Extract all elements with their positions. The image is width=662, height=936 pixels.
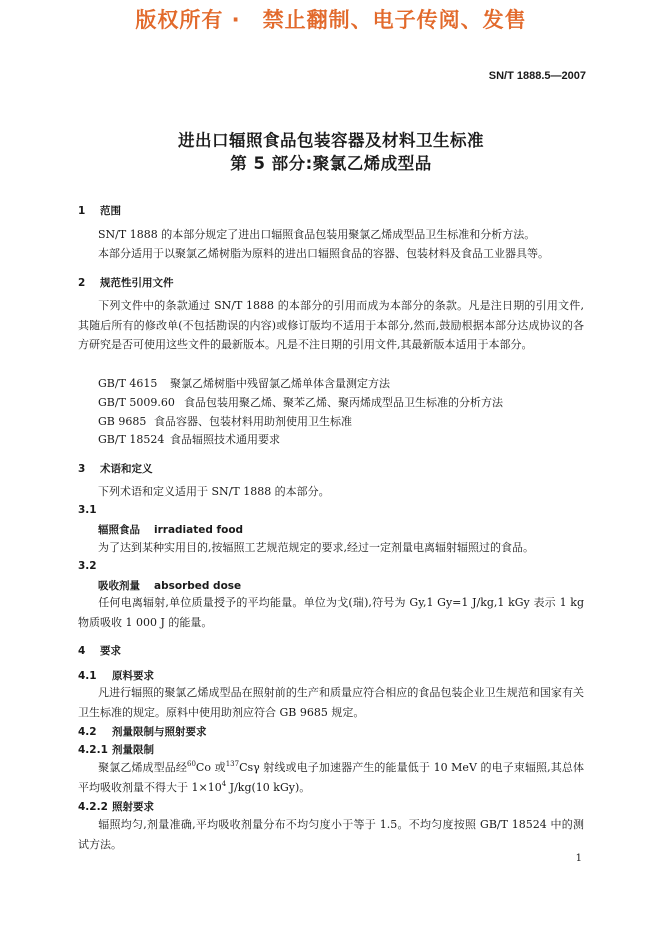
section-title: 要求 xyxy=(100,645,121,657)
paragraph-text: Co 或 xyxy=(195,761,226,774)
reference-item xyxy=(98,375,390,391)
paragraph-text: 本部分适用于以聚氯乙烯树脂为原料的进出口辐照食品的容器、包装材料及食品工业器具等。 xyxy=(98,247,549,260)
subsection-4-1-paragraph xyxy=(78,683,584,722)
definition-text: 为了达到某种实用目的,按辐照工艺规范规定的要求,经过一定剂量电离辐射辐照过的食品。 xyxy=(98,541,534,554)
document-subtitle: 第 5 部分:聚氯乙烯成型品 xyxy=(230,154,432,173)
page-number: 1 xyxy=(575,853,582,864)
copyright-watermark: 版权所有 · 禁止翻制、电子传阅、发售 xyxy=(135,8,527,32)
paragraph-text: SN/T 1888 的本部分规定了进出口辐照食品包装用聚氯乙烯成型品卫生标准和分析方法。 xyxy=(98,228,536,241)
section-4-heading xyxy=(78,643,121,658)
subsection-4-2-1-heading xyxy=(78,742,154,757)
section-1-heading xyxy=(78,203,121,218)
term-chinese: 吸收剂量 xyxy=(98,580,140,592)
subsection-title: 剂量限制 xyxy=(112,744,154,756)
superscript: 4 xyxy=(221,779,227,788)
subsection-4-2-1-paragraph xyxy=(78,758,584,797)
section-title: 术语和定义 xyxy=(100,463,153,475)
section-title: 规范性引用文件 xyxy=(100,277,174,289)
section-3-paragraph xyxy=(78,482,584,502)
section-1-paragraph-2 xyxy=(78,244,584,264)
reference-code: GB/T 18524 xyxy=(98,433,165,446)
term-number: 3.2 xyxy=(78,560,97,572)
section-3-heading xyxy=(78,461,153,476)
section-number: 3 xyxy=(78,463,86,475)
term-absorbed-dose xyxy=(98,578,241,593)
reference-code: GB/T 4615 xyxy=(98,377,158,390)
reference-name: 食品容器、包装材料用助剂使用卫生标准 xyxy=(154,415,352,428)
subsection-number: 4.1 xyxy=(78,670,97,682)
paragraph-text: J/kg(10 kGy)。 xyxy=(226,780,311,794)
section-1-paragraph-1 xyxy=(78,225,584,245)
reference-item xyxy=(98,413,352,429)
reference-code: GB 9685 xyxy=(98,415,147,428)
subsection-number: 4.2.1 xyxy=(78,744,108,756)
subsection-number: 4.2.2 xyxy=(78,801,108,813)
paragraph-text: 下列文件中的条款通过 SN/T 1888 的本部分的引用而成为本部分的条款。凡是注日期的引用文件,其随后所有的修改单(不包括勘误的内容)或修订版均不适用于本部分,然而,鼓励根据本部分达成协议的各方研究是否可使用这些文件的最新版本。凡是不注日期的引用文件,其最新版本适用于本部分。 xyxy=(78,299,584,351)
term-english: absorbed dose xyxy=(154,580,242,592)
paragraph-text: Csγ 射线或电子加速器产生的能量低于 10 MeV 的电子束辐照,其总体平均吸收剂量不得大于 1×10 xyxy=(78,761,584,794)
subsection-title: 照射要求 xyxy=(112,801,154,813)
reference-name: 食品辐照技术通用要求 xyxy=(170,433,280,446)
term-number: 3.1 xyxy=(78,504,97,516)
subsection-number: 4.2 xyxy=(78,726,97,738)
term-definition xyxy=(78,593,584,632)
standard-code: SN/T 1888.5—2007 xyxy=(488,70,586,82)
paragraph-text: 凡进行辐照的聚氯乙烯成型品在照射前的生产和质量应符合相应的食品包装企业卫生规范和国家有关卫生标准的规定。原料中使用助剂应符合 GB 9685 规定。 xyxy=(78,686,584,719)
term-english: irradiated food xyxy=(154,524,244,536)
section-number: 4 xyxy=(78,645,86,657)
subsection-title: 原料要求 xyxy=(112,670,154,682)
reference-code: GB/T 5009.60 xyxy=(98,396,175,409)
subsection-4-1-heading xyxy=(78,668,154,683)
subsection-4-2-heading xyxy=(78,724,207,739)
section-title: 范围 xyxy=(100,205,121,217)
paragraph-text: 辐照均匀,剂量准确,平均吸收剂量分布不均匀度小于等于 1.5。不均匀度按照 GB/T 18524 中的测试方法。 xyxy=(78,818,584,851)
term-irradiated-food xyxy=(98,522,243,537)
section-2-paragraph xyxy=(78,296,584,355)
document-title: 进出口辐照食品包装容器及材料卫生标准 xyxy=(178,131,484,150)
reference-item xyxy=(98,431,280,447)
term-definition xyxy=(78,538,584,558)
term-chinese: 辐照食品 xyxy=(98,524,140,536)
definition-text: 任何电离辐射,单位质量授予的平均能量。单位为戈(瑞),符号为 Gy,1 Gy=1 J/kg,1 kGy 表示 1 kg 物质吸收 1 000 J 的能量。 xyxy=(78,596,584,629)
section-number: 1 xyxy=(78,205,86,217)
superscript: 60 xyxy=(187,760,196,768)
subsection-4-2-2-heading xyxy=(78,799,154,814)
subsection-4-2-2-paragraph xyxy=(78,815,584,854)
paragraph-text: 下列术语和定义适用于 SN/T 1888 的本部分。 xyxy=(98,485,330,498)
section-number: 2 xyxy=(78,277,86,289)
reference-name: 食品包装用聚乙烯、聚苯乙烯、聚丙烯成型品卫生标准的分析方法 xyxy=(184,396,503,409)
reference-name: 聚氯乙烯树脂中残留氯乙烯单体含量测定方法 xyxy=(170,377,390,390)
subsection-title: 剂量限制与照射要求 xyxy=(112,726,207,738)
superscript: 137 xyxy=(225,760,240,768)
section-2-heading xyxy=(78,275,174,290)
reference-item xyxy=(98,394,503,410)
paragraph-text: 聚氯乙烯成型品经 xyxy=(98,761,187,774)
